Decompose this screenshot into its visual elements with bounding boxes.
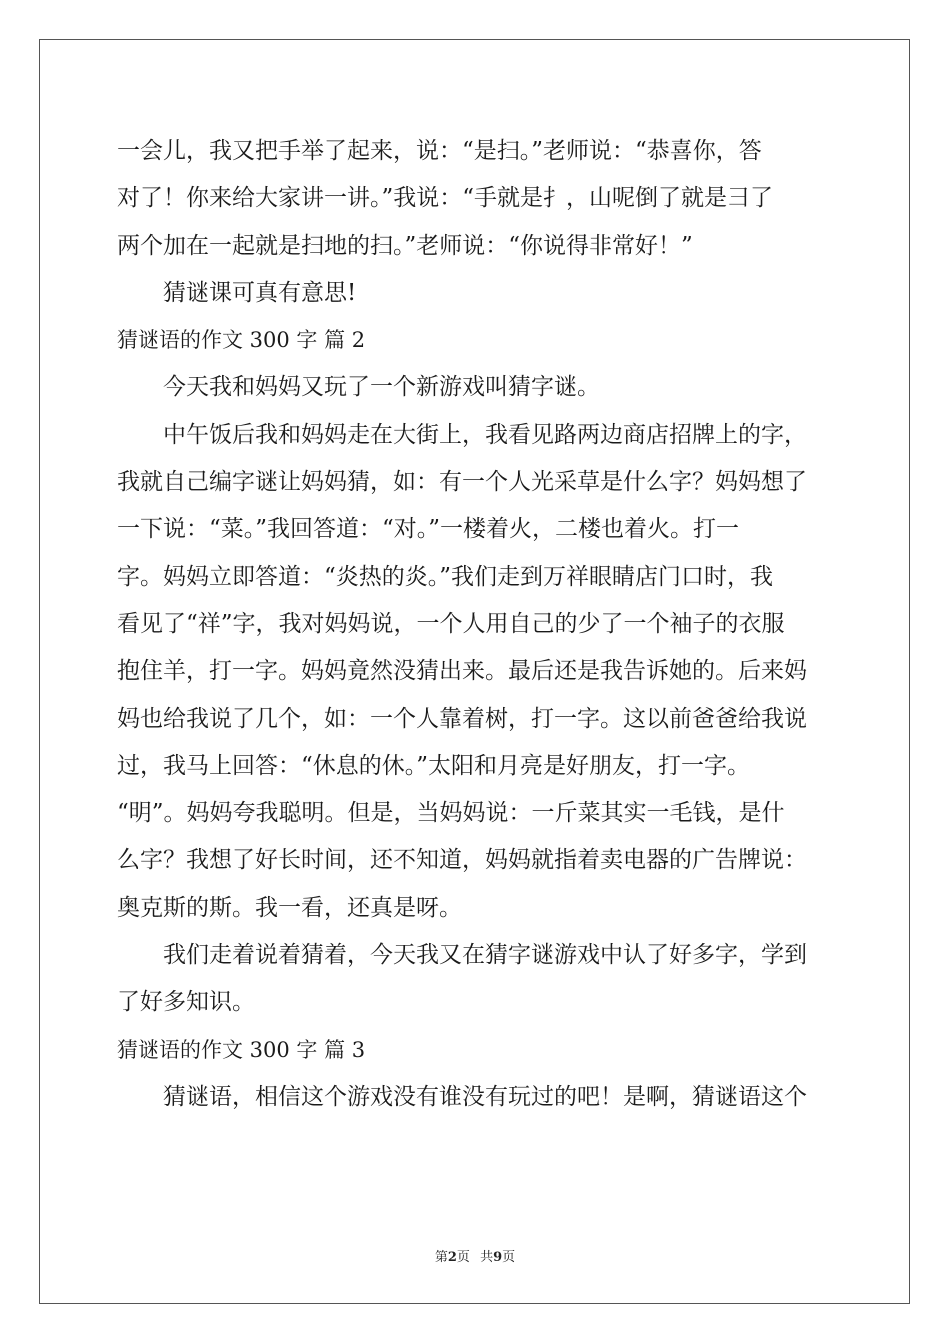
text-line: 今天我和妈妈又玩了一个新游戏叫猜字谜。 (163, 374, 600, 401)
total-prefix: 共 (480, 1250, 494, 1265)
text-line: 奥克斯的斯。我一看，还真是呀。 (117, 894, 462, 921)
text-line: 妈也给我说了几个，如：一个人靠着树，打一字。这以前爸爸给我说 (117, 705, 807, 732)
text-line: 一会儿，我又把手举了起来，说：“是扫。”老师说：“恭喜你，答 (117, 138, 762, 164)
section-heading: 猜谜语的作文 300 字 篇 3 (117, 1037, 366, 1062)
text-line: 中午饭后我和妈妈走在大街上，我看见路两边商店招牌上的字， (163, 421, 807, 448)
section-heading: 猜谜语的作文 300 字 篇 2 (117, 328, 366, 353)
text-line: 猜谜课可真有意思! (163, 279, 357, 306)
page-indicator (435, 1250, 470, 1265)
text-line: 猜谜语，相信这个游戏没有谁没有玩过的吧！是啊，猜谜语这个 (163, 1083, 807, 1110)
page-number: 2 (447, 1250, 457, 1265)
text-line: 一下说：“菜。”我回答道：“对。”一楼着火，二楼也着火。打一 (117, 516, 740, 543)
page-suffix: 页 (456, 1250, 470, 1265)
total-pages: 9 (493, 1250, 503, 1265)
total-indicator (480, 1250, 515, 1265)
text-line: 对了！你来给大家讲一讲。”我说：“手就是扌，山呢倒了就是彐了 (117, 185, 774, 212)
text-line: 看见了“祥”字，我对妈妈说，一个人用自己的少了一个袖子的衣服 (117, 610, 785, 637)
text-line: 抱住羊，打一字。妈妈竟然没猜出来。最后还是我告诉她的。后来妈 (117, 658, 807, 685)
text-line: 了好多知识。 (117, 989, 255, 1016)
text-line: 我们走着说着猜着，今天我又在猜字谜游戏中认了好多字，学到 (163, 942, 807, 969)
total-suffix: 页 (502, 1250, 516, 1265)
text-line: 我就自己编字谜让妈妈猜，如：有一个人光采草是什么字？妈妈想了 (117, 469, 807, 496)
page-footer (0, 1246, 950, 1265)
text-line: 过，我马上回答：“休息的休。”太阳和月亮是好朋友，打一字。 (117, 752, 751, 779)
text-line: 字。妈妈立即答道：“炎热的炎。”我们走到万祥眼睛店门口时，我 (117, 563, 774, 590)
page-prefix: 第 (434, 1250, 448, 1265)
text-line: “明”。妈妈夸我聪明。但是，当妈妈说：一斤菜其实一毛钱，是什 (117, 800, 785, 827)
text-line: 两个加在一起就是扫地的扫。”老师说：“你说得非常好！” (117, 232, 693, 259)
document-body (117, 128, 835, 1121)
text-line: 么字？我想了好长时间，还不知道，妈妈就指着卖电器的广告牌说： (117, 847, 807, 874)
